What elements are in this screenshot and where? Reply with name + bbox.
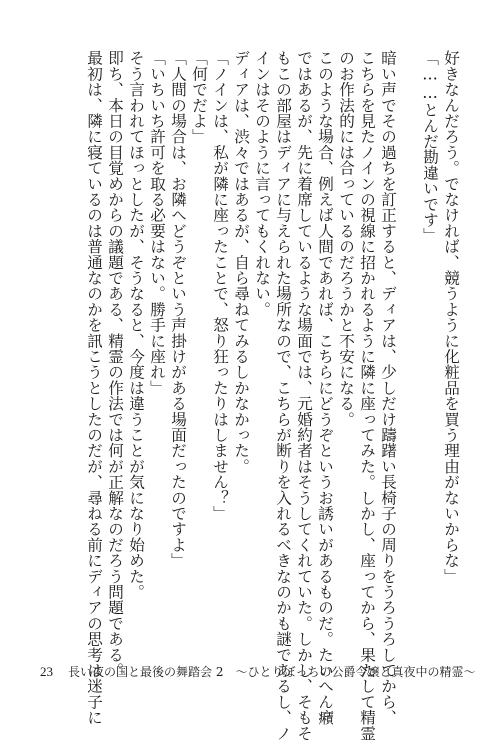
text-line: ではあるが、先に着席しているような場面では、元婚約者はそうしてくれていた。しかし、そもそ xyxy=(295,50,313,741)
text-line: 「いちいち許可を取る必要はない。勝手に座れ」 xyxy=(148,50,166,396)
blank-line xyxy=(395,50,416,632)
text-line: このような場合、例えば人間であれば、こちらにどうぞというお誘いがあるものだ。たいへん癪 xyxy=(316,50,334,726)
text-line: 好きなんだろう。でなければ、競うように化粧品を買う理由がないからな」 xyxy=(442,50,460,584)
text-line: 「ノインは、私が隣に座ったことで、怒り狂ったりはしません？」 xyxy=(211,50,229,521)
text-line: もこの部屋はディアに与えられた場所なので、こちらが断りを入れるべきなのかも謎であるし、ノ xyxy=(274,50,292,741)
text-line: 「……とんだ勘違いです」 xyxy=(421,50,439,244)
text-line: のお作法的には合っているのだろうかと不安になる。 xyxy=(337,50,355,427)
text-line: 即ち、本日の目覚めからの議題である、精霊の作法では何が正解なのだろう問題である。 xyxy=(106,50,124,678)
text-line: そう言われてほっとしたが、そうなると、今度は違うことが気になり始めた。 xyxy=(127,50,145,600)
text-line: インはそのように言ってもくれない。 xyxy=(253,50,271,317)
text-line: 最初は、隣に寝ているのは普通なのかを訊こうとしたのだが、尋ねる前にディアの思考は迷子に xyxy=(85,50,103,726)
text-line: ディアは、渋々ではあるが、自ら尋ねてみるしかなかった。 xyxy=(232,50,250,474)
running-title: 長い夜の国と最後の舞踏会 2 ～ひとりぼっちの公爵令嬢と真夜中の精霊～ xyxy=(68,665,476,679)
page-number: 23 xyxy=(40,664,53,679)
text-line: こちらを見たノインの視線に招かれるように隣に座ってみた。しかし、座ってから、果たして精霊 xyxy=(358,50,376,741)
text-line: 暗い声でその過ちを訂正すると、ディアは、少しだけ躊躇い長椅子の周りをうろうろしてから、 xyxy=(379,50,397,726)
text-line: 「人間の場合は、お隣へどうぞという声掛けがある場面だったのですよ」 xyxy=(169,50,187,569)
page-footer xyxy=(40,663,475,680)
text-line: 「何でだよ」 xyxy=(190,50,208,145)
